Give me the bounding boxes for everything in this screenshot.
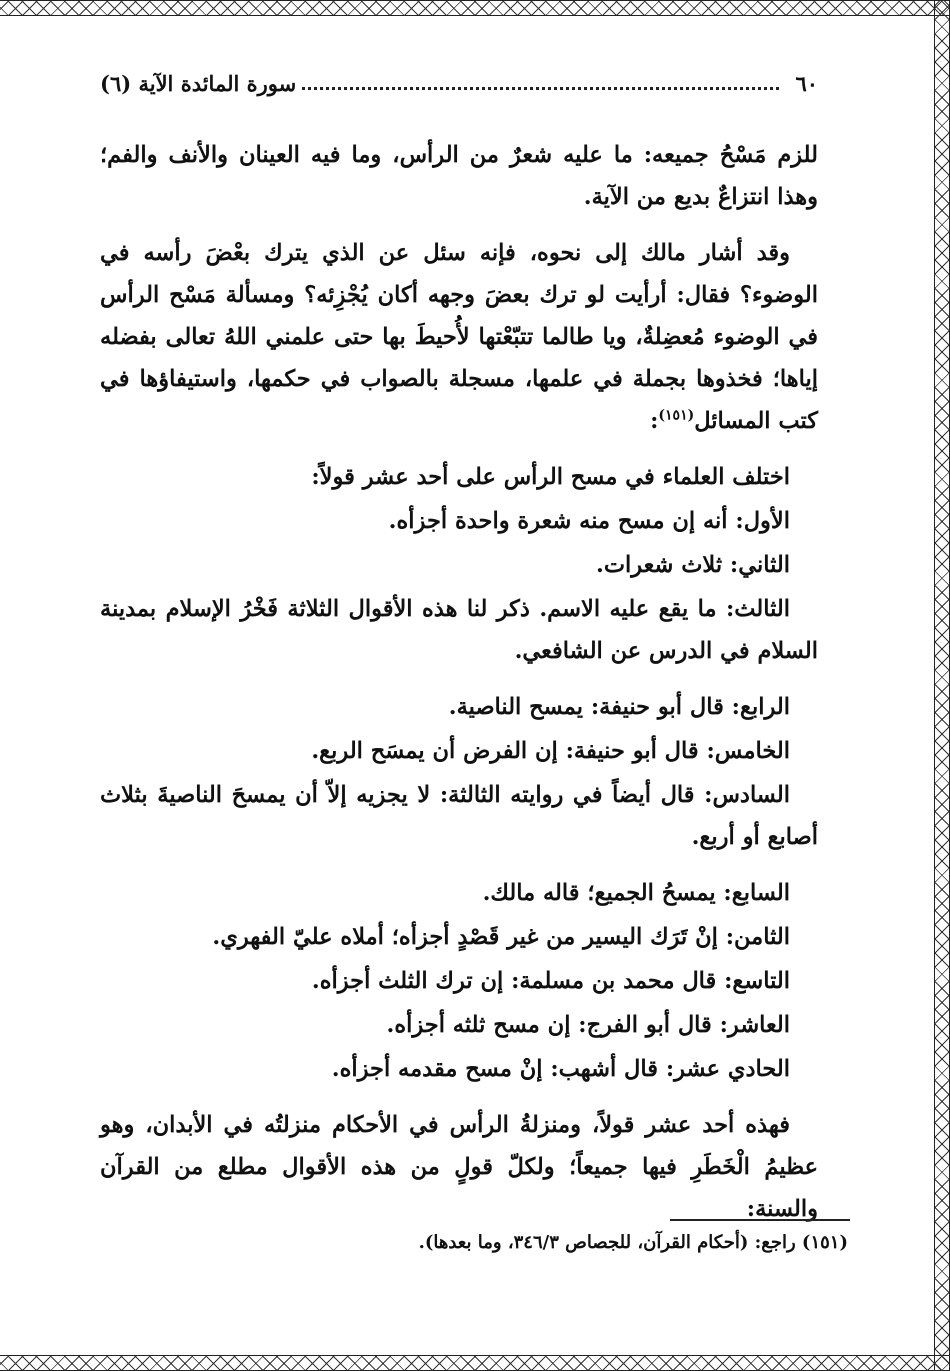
paragraph: للزم مَسْحُ جميعه: ما عليه شعرٌ من الرأس، وما فيه العينان والأنف والفم؛ وهذا انتزاعٌ بديع من الآية.	[100, 142, 818, 210]
list-item: السادس: قال أيضاً في روايته الثالثة: لا يجزيه إلاّ أن يمسحَ الناصيةَ بثلاث أصابع أو أربع.	[100, 782, 818, 850]
bottom-border	[0, 1355, 950, 1371]
paragraph-text: وقد أشار مالك إلى نحوه، فإنه سئل عن الذي يترك بعْضَ رأسه في الوضوء؟ فقال: أرأيت لو ترك بعضَ وجهه أكان يُجْزِئه؟ ومسألة مَسْح الرأس في الوضوء مُعضِلةٌ، ويا طالما تتبّعْتها لأُحيطَ بها حتى علمني اللهُ تعالى بفضله إياها؛ فخذوها بجملة في علمها، مسجلة بالصواب في حكمها، واستيفاؤها في كتب المسائل	[100, 240, 818, 434]
list-item: التاسع: قال محمد بن مسلمة: إن ترك الثلث أجزأه.	[311, 968, 790, 994]
list-item: الثاني: ثلاث شعرات.	[596, 552, 790, 578]
page-header	[100, 62, 818, 104]
list-item: الحادي عشر: قال أشهب: إنْ مسح مقدمه أجزأه.	[331, 1056, 790, 1082]
paragraph: فهذه أحد عشر قولاً، ومنزلةُ الرأس في الأحكام منزلتُه في الأبدان، وهو عظيمُ الْخَطَرِ فيها جميعاً؛ ولكلّ قولٍ من هذه الأقوال مطلع من القرآن والسنة:	[100, 1112, 818, 1222]
header-dots	[302, 77, 779, 90]
paragraph: اختلف العلماء في مسح الرأس على أحد عشر قولاً:	[311, 464, 790, 490]
list-item: الثالث: ما يقع عليه الاسم. ذكر لنا هذه الأقوال الثلاثة فَخْرُ الإسلام بمدينة السلام في الدرس عن الشافعي.	[100, 596, 818, 664]
body-text	[100, 134, 818, 1230]
list-item: العاشر: قال أبو الفرج: إن مسح ثلثه أجزأه.	[386, 1012, 790, 1038]
footnote-reference: (١٥١)	[658, 407, 695, 424]
list-item: الثامن: إنْ تَرَك اليسير من غير قَصْدٍ أجزأه؛ أملاه عليّ الفهري.	[212, 924, 790, 950]
paragraph-end: :	[650, 408, 659, 434]
top-border	[0, 0, 950, 16]
running-title: سورة المائدة الآية (٦)	[100, 70, 297, 96]
list-item: الأول: أنه إن مسح منه شعرة واحدة أجزأه.	[388, 508, 790, 534]
paragraph	[100, 232, 818, 442]
list-item: السابع: يمسحُ الجميع؛ قاله مالك.	[482, 880, 790, 906]
list-item: الرابع: قال أبو حنيفة: يمسح الناصية.	[448, 694, 790, 720]
page	[100, 62, 818, 1244]
footnote-rule	[670, 1219, 850, 1221]
footnote: (١٥١) راجع: (أحكام القرآن، للجصاص ٣٤٦/٣، وما بعدها).	[418, 1232, 848, 1253]
right-border	[934, 0, 950, 1371]
page-number: ٦٠	[795, 70, 818, 96]
list-item: الخامس: قال أبو حنيفة: إن الفرض أن يمسَح الربع.	[311, 738, 790, 764]
